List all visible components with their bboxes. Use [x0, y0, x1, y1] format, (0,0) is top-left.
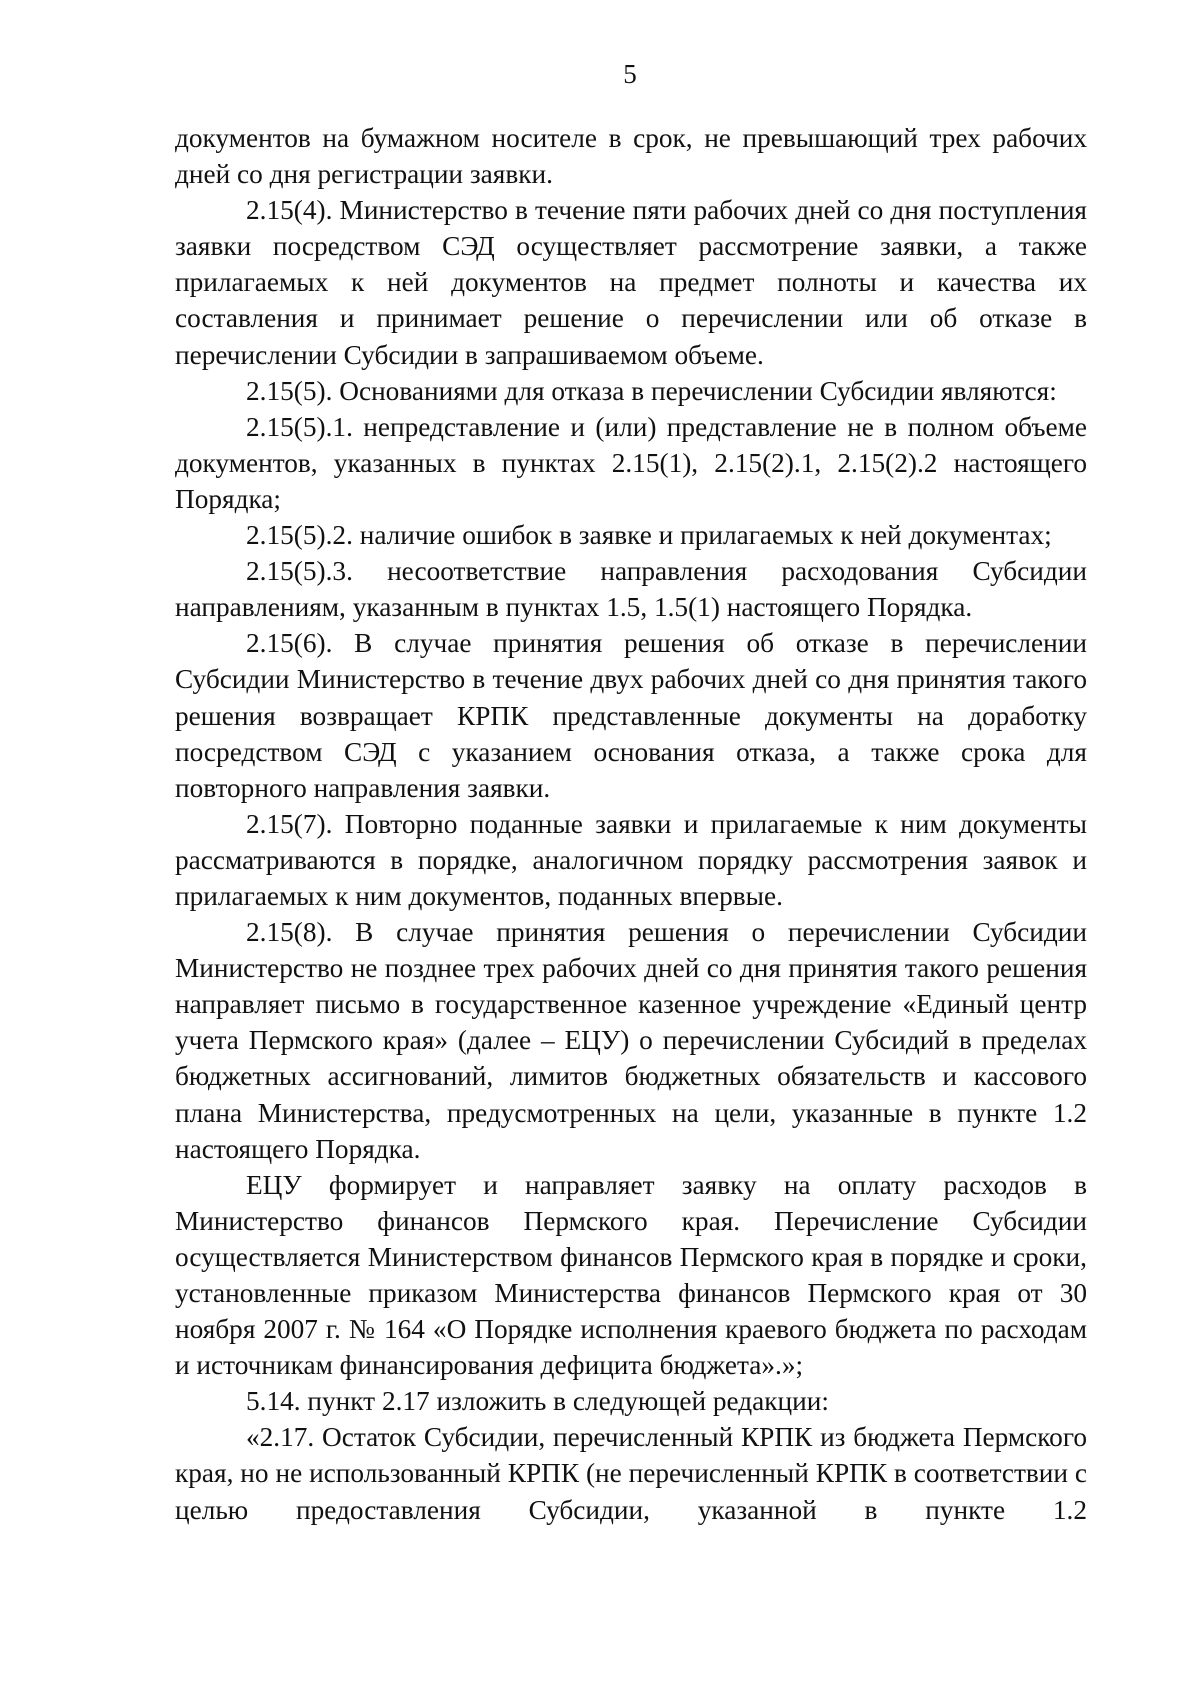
page-number: 5	[623, 59, 637, 89]
paragraph-2-15-6: 2.15(6). В случае принятия решения об отказе в перечислении Субсидии Министерство в течение двух рабочих дней со дня принятия такого решения возвращает КРПК представленные документы на доработку посредством СЭД с указанием основания отказа, а также срока для повторного направления заявки.	[175, 628, 1087, 803]
document-body	[175, 120, 1087, 1528]
paragraph-5-14: 5.14. пункт 2.17 изложить в следующей редакции:	[246, 1386, 829, 1417]
paragraph-2-15-4: 2.15(4). Министерство в течение пяти рабочих дней со дня поступления заявки посредством СЭД осуществляет рассмотрение заявки, а также прилагаемых к ней документов на предмет полноты и качества их составления и принимает решение о перечислении или об отказе в перечислении Субсидии в запрашиваемом объеме.	[175, 195, 1087, 370]
paragraph-2-15-5-3: 2.15(5).3. несоответствие направления расходования Субсидии направлениям, указанным в пунктах 1.5, 1.5(1) настоящего Порядка.	[175, 556, 1087, 623]
paragraph: документов на бумажном носителе в срок, не превышающий трех рабочих дней со дня регистрации заявки.	[175, 123, 1087, 190]
paragraph-ecu: ЕЦУ формирует и направляет заявку на оплату расходов в Министерство финансов Пермского края. Перечисление Субсидии осуществляется Министерством финансов Пермского края в порядке и сроки, установленные приказом Министерства финансов Пермского края от 30 ноября 2007 г. № 164 «О Порядке исполнения краевого бюджета по расходам и источникам финансирования дефицита бюджета».»;	[175, 1169, 1087, 1381]
paragraph-2-17: «2.17. Остаток Субсидии, перечисленный КРПК из бюджета Пермского края, но не использованный КРПК (не перечисленный КРПК в соответствии с целью предоставления Субсидии, указанной в пункте 1.2	[175, 1422, 1087, 1525]
paragraph-2-15-7: 2.15(7). Повторно поданные заявки и прилагаемые к ним документы рассматриваются в порядке, аналогичном порядку рассмотрения заявок и прилагаемых к ним документов, поданных впервые.	[175, 808, 1087, 911]
paragraph-2-15-8: 2.15(8). В случае принятия решения о перечислении Субсидии Министерство не позднее трех рабочих дней со дня принятия такого решения направляет письмо в государственное казенное учреждение «Единый центр учета Пермского края» (далее – ЕЦУ) о перечислении Субсидий в пределах бюджетных ассигнований, лимитов бюджетных обязательств и кассового плана Министерства, предусмотренных на цели, указанные в пункте 1.2 настоящего Порядка.	[175, 917, 1087, 1164]
paragraph-2-15-5-1: 2.15(5).1. непредставление и (или) представление не в полном объеме документов, указанных в пунктах 2.15(1), 2.15(2).1, 2.15(2).2 настоящего Порядка;	[175, 411, 1087, 514]
paragraph-2-15-5: 2.15(5). Основаниями для отказа в перечислении Субсидии являются:	[246, 375, 1057, 406]
paragraph-2-15-5-2: 2.15(5).2. наличие ошибок в заявке и прилагаемых к ней документах;	[246, 520, 1052, 551]
